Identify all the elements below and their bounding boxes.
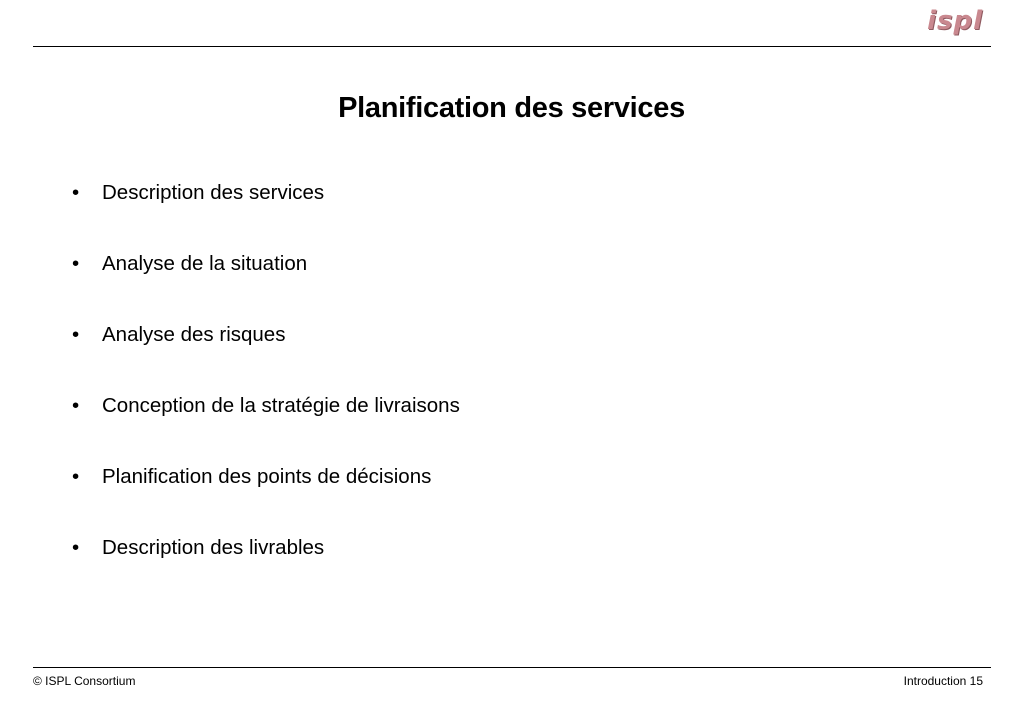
bullet-list [72, 178, 460, 604]
bullet-point-icon: • [72, 394, 80, 417]
slide-title: Planification des services [338, 92, 685, 124]
bullet-point-icon: • [72, 465, 80, 488]
bullet-item-description-livrables [72, 533, 460, 604]
bullet-point-icon: • [72, 252, 80, 275]
bullet-text: Planification des points de décisions [102, 465, 432, 488]
bullet-item-analyse-situation [72, 249, 460, 320]
bullet-item-conception-strategie [72, 391, 460, 462]
footer-page-label: Introduction 15 [903, 674, 983, 688]
ispl-logo: ispl [927, 6, 983, 36]
footer-divider [33, 667, 991, 668]
bullet-text: Description des livrables [102, 536, 325, 559]
bullet-point-icon: • [72, 536, 80, 559]
bullet-text: Analyse de la situation [102, 252, 308, 275]
bullet-text: Description des services [102, 181, 325, 204]
bullet-text: Analyse des risques [102, 323, 286, 346]
bullet-item-planification-points [72, 462, 460, 533]
footer-copyright: © ISPL Consortium [33, 674, 136, 688]
bullet-item-description-services [72, 178, 460, 249]
bullet-text: Conception de la stratégie de livraisons [102, 394, 460, 417]
header-divider [33, 46, 991, 47]
bullet-point-icon: • [72, 181, 80, 204]
bullet-point-icon: • [72, 323, 80, 346]
bullet-item-analyse-risques [72, 320, 460, 391]
